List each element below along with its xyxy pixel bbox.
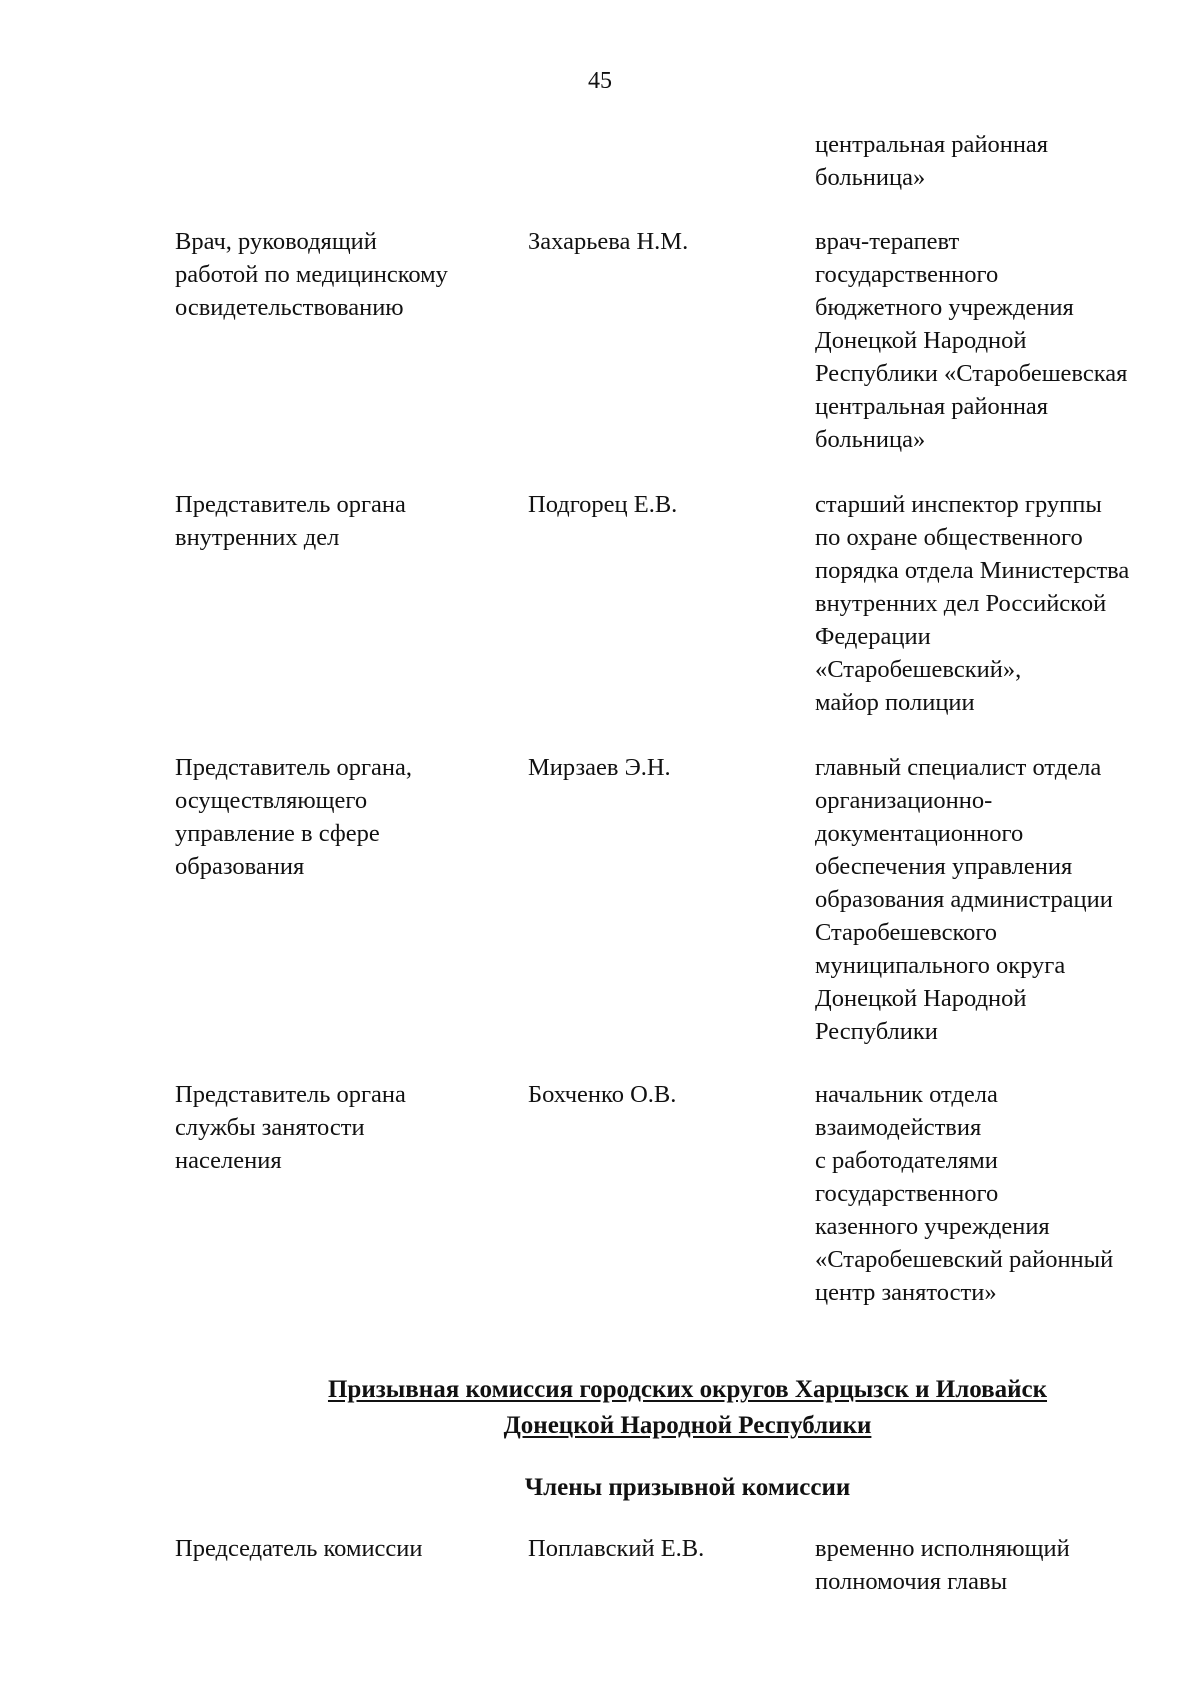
position-line: «Старобешевский», <box>815 656 1022 683</box>
position-text-continued <box>815 128 1195 194</box>
role-line: работой по медицинскому <box>175 261 448 288</box>
position-line: Донецкой Народной <box>815 327 1027 354</box>
member-position <box>815 1532 1195 1598</box>
position-line: Старобешевского <box>815 919 998 946</box>
position-line: бюджетного учреждения <box>815 294 1074 321</box>
position-line: «Старобешевский районный <box>815 1246 1114 1273</box>
position-line: с работодателями <box>815 1147 998 1174</box>
position-line: главный специалист отдела <box>815 754 1102 781</box>
position-line: государственного <box>815 261 999 288</box>
member-role <box>175 225 505 324</box>
member-role <box>175 751 505 883</box>
role-line: Врач, руководящий <box>175 228 377 255</box>
role-line: освидетельствованию <box>175 294 404 321</box>
role-line: управление в сфере <box>175 820 380 847</box>
member-name: Подгорец Е.В. <box>528 491 678 518</box>
section-title-line-1: Призывная комиссия городских округов Харцызск и Иловайск <box>327 1376 1048 1403</box>
position-line: казенного учреждения <box>815 1213 1050 1240</box>
member-name: Поплавский Е.В. <box>528 1535 705 1562</box>
position-line: порядка отдела Министерства <box>815 557 1130 584</box>
position-line: внутренних дел Российской <box>815 590 1107 617</box>
member-name: Захарьева Н.М. <box>528 228 689 255</box>
position-line: образования администрации <box>815 886 1113 913</box>
member-position <box>815 1078 1195 1309</box>
position-line: Донецкой Народной <box>815 985 1027 1012</box>
member-position <box>815 751 1195 1048</box>
role-line: Представитель органа <box>175 1081 406 1108</box>
member-role <box>175 1078 505 1177</box>
role-line: Представитель органа <box>175 491 406 518</box>
position-line: обеспечения управления <box>815 853 1073 880</box>
position-line: полномочия главы <box>815 1568 1008 1595</box>
member-position <box>815 488 1195 719</box>
position-line: Федерации <box>815 623 931 650</box>
position-line: взаимодействия <box>815 1114 982 1141</box>
member-name: Мирзаев Э.Н. <box>528 754 671 781</box>
position-line: по охране общественного <box>815 524 1083 551</box>
position-line: центральная районная <box>815 131 1049 158</box>
role-line: Представитель органа, <box>175 754 413 781</box>
position-line: государственного <box>815 1180 999 1207</box>
section-title-line-2: Донецкой Народной Республики <box>503 1412 872 1439</box>
role-line: Председатель комиссии <box>175 1535 423 1562</box>
member-role <box>175 488 505 554</box>
position-line: Республики <box>815 1018 938 1045</box>
position-line: больница» <box>815 164 926 191</box>
role-line: осуществляющего <box>175 787 368 814</box>
member-name: Бохченко О.В. <box>528 1081 677 1108</box>
position-line: центр занятости» <box>815 1279 997 1306</box>
member-position <box>815 225 1195 456</box>
role-line: внутренних дел <box>175 524 340 551</box>
position-line: майор полиции <box>815 689 975 716</box>
member-role <box>175 1532 505 1565</box>
position-line: Республики «Старобешевская <box>815 360 1128 387</box>
position-line: врач-терапевт <box>815 228 960 255</box>
position-line: центральная районная <box>815 393 1049 420</box>
position-line: организационно- <box>815 787 993 814</box>
section-subtitle: Члены призывной комиссии <box>524 1474 851 1501</box>
role-line: образования <box>175 853 305 880</box>
page-number: 45 <box>588 68 612 94</box>
position-line: больница» <box>815 426 926 453</box>
position-line: начальник отдела <box>815 1081 998 1108</box>
role-line: населения <box>175 1147 282 1174</box>
position-line: документационного <box>815 820 1024 847</box>
position-line: муниципального округа <box>815 952 1066 979</box>
role-line: службы занятости <box>175 1114 365 1141</box>
position-line: временно исполняющий <box>815 1535 1070 1562</box>
position-line: старший инспектор группы <box>815 491 1102 518</box>
